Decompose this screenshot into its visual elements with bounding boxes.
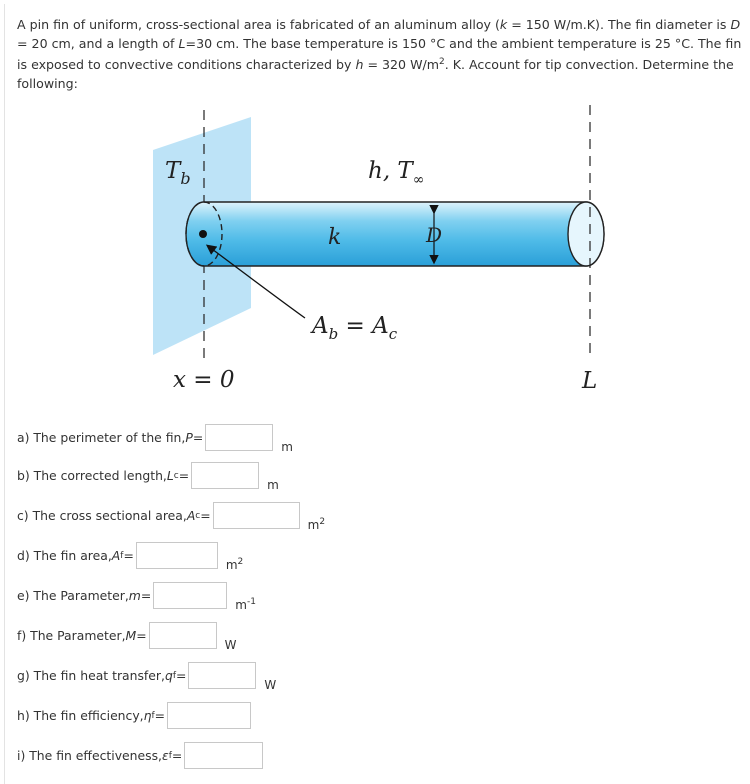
base-point bbox=[199, 230, 207, 238]
question-e: e) The Parameter, m = $m^{-1}$ bbox=[17, 582, 256, 609]
fin-area-input[interactable] bbox=[136, 542, 218, 569]
question-g: g) The fin heat transfer, q f = W bbox=[17, 662, 276, 689]
problem-statement: A pin fin of uniform, cross-sectional area is fabricated of an aluminum alloy (k = 150 W/m.K). The fin diameter is D = 20 cm, and a length of L=30 cm. The base temperature is 150 °C and the ambient temperature is 25 °C. The fin is exposed to convective conditions characterized by h = 320 $W/m^2$. K. Account for tip convection. Determine the following: bbox=[17, 17, 742, 92]
corrected-length-input[interactable] bbox=[191, 462, 259, 489]
label-x0: x = 0 bbox=[173, 367, 235, 393]
question-f: f) The Parameter, M = W bbox=[17, 622, 237, 649]
question-b: b) The corrected length, L c = m bbox=[17, 462, 279, 489]
perimeter-input[interactable] bbox=[205, 424, 273, 451]
fin-heat-transfer-input[interactable] bbox=[188, 662, 256, 689]
question-d: d) The fin area, A f = $m^2$ bbox=[17, 542, 243, 569]
parameter-m-input[interactable] bbox=[153, 582, 227, 609]
label-k: k bbox=[328, 225, 342, 250]
label-h-Tinf: h, $T_\infty$ bbox=[368, 158, 425, 188]
question-h: h) The fin efficiency, η f = bbox=[17, 702, 251, 729]
label-Tb: $T_b$ bbox=[165, 158, 191, 188]
label-L: L bbox=[582, 368, 598, 394]
fin-efficiency-input[interactable] bbox=[167, 702, 251, 729]
question-a: a) The perimeter of the fin, P = m bbox=[17, 424, 293, 451]
question-c: c) The cross sectional area, A c = $m^2$ bbox=[17, 502, 325, 529]
parameter-M-input[interactable] bbox=[149, 622, 217, 649]
question-i: i) The fin effectiveness, ε f = bbox=[17, 742, 263, 769]
label-D: D bbox=[426, 223, 443, 247]
fin-tip-face bbox=[568, 202, 604, 266]
label-Ab-Ac: $A_b = A_c$ bbox=[312, 313, 398, 343]
fin-effectiveness-input[interactable] bbox=[184, 742, 263, 769]
fin-body bbox=[186, 202, 604, 266]
cross-section-area-input[interactable] bbox=[213, 502, 300, 529]
